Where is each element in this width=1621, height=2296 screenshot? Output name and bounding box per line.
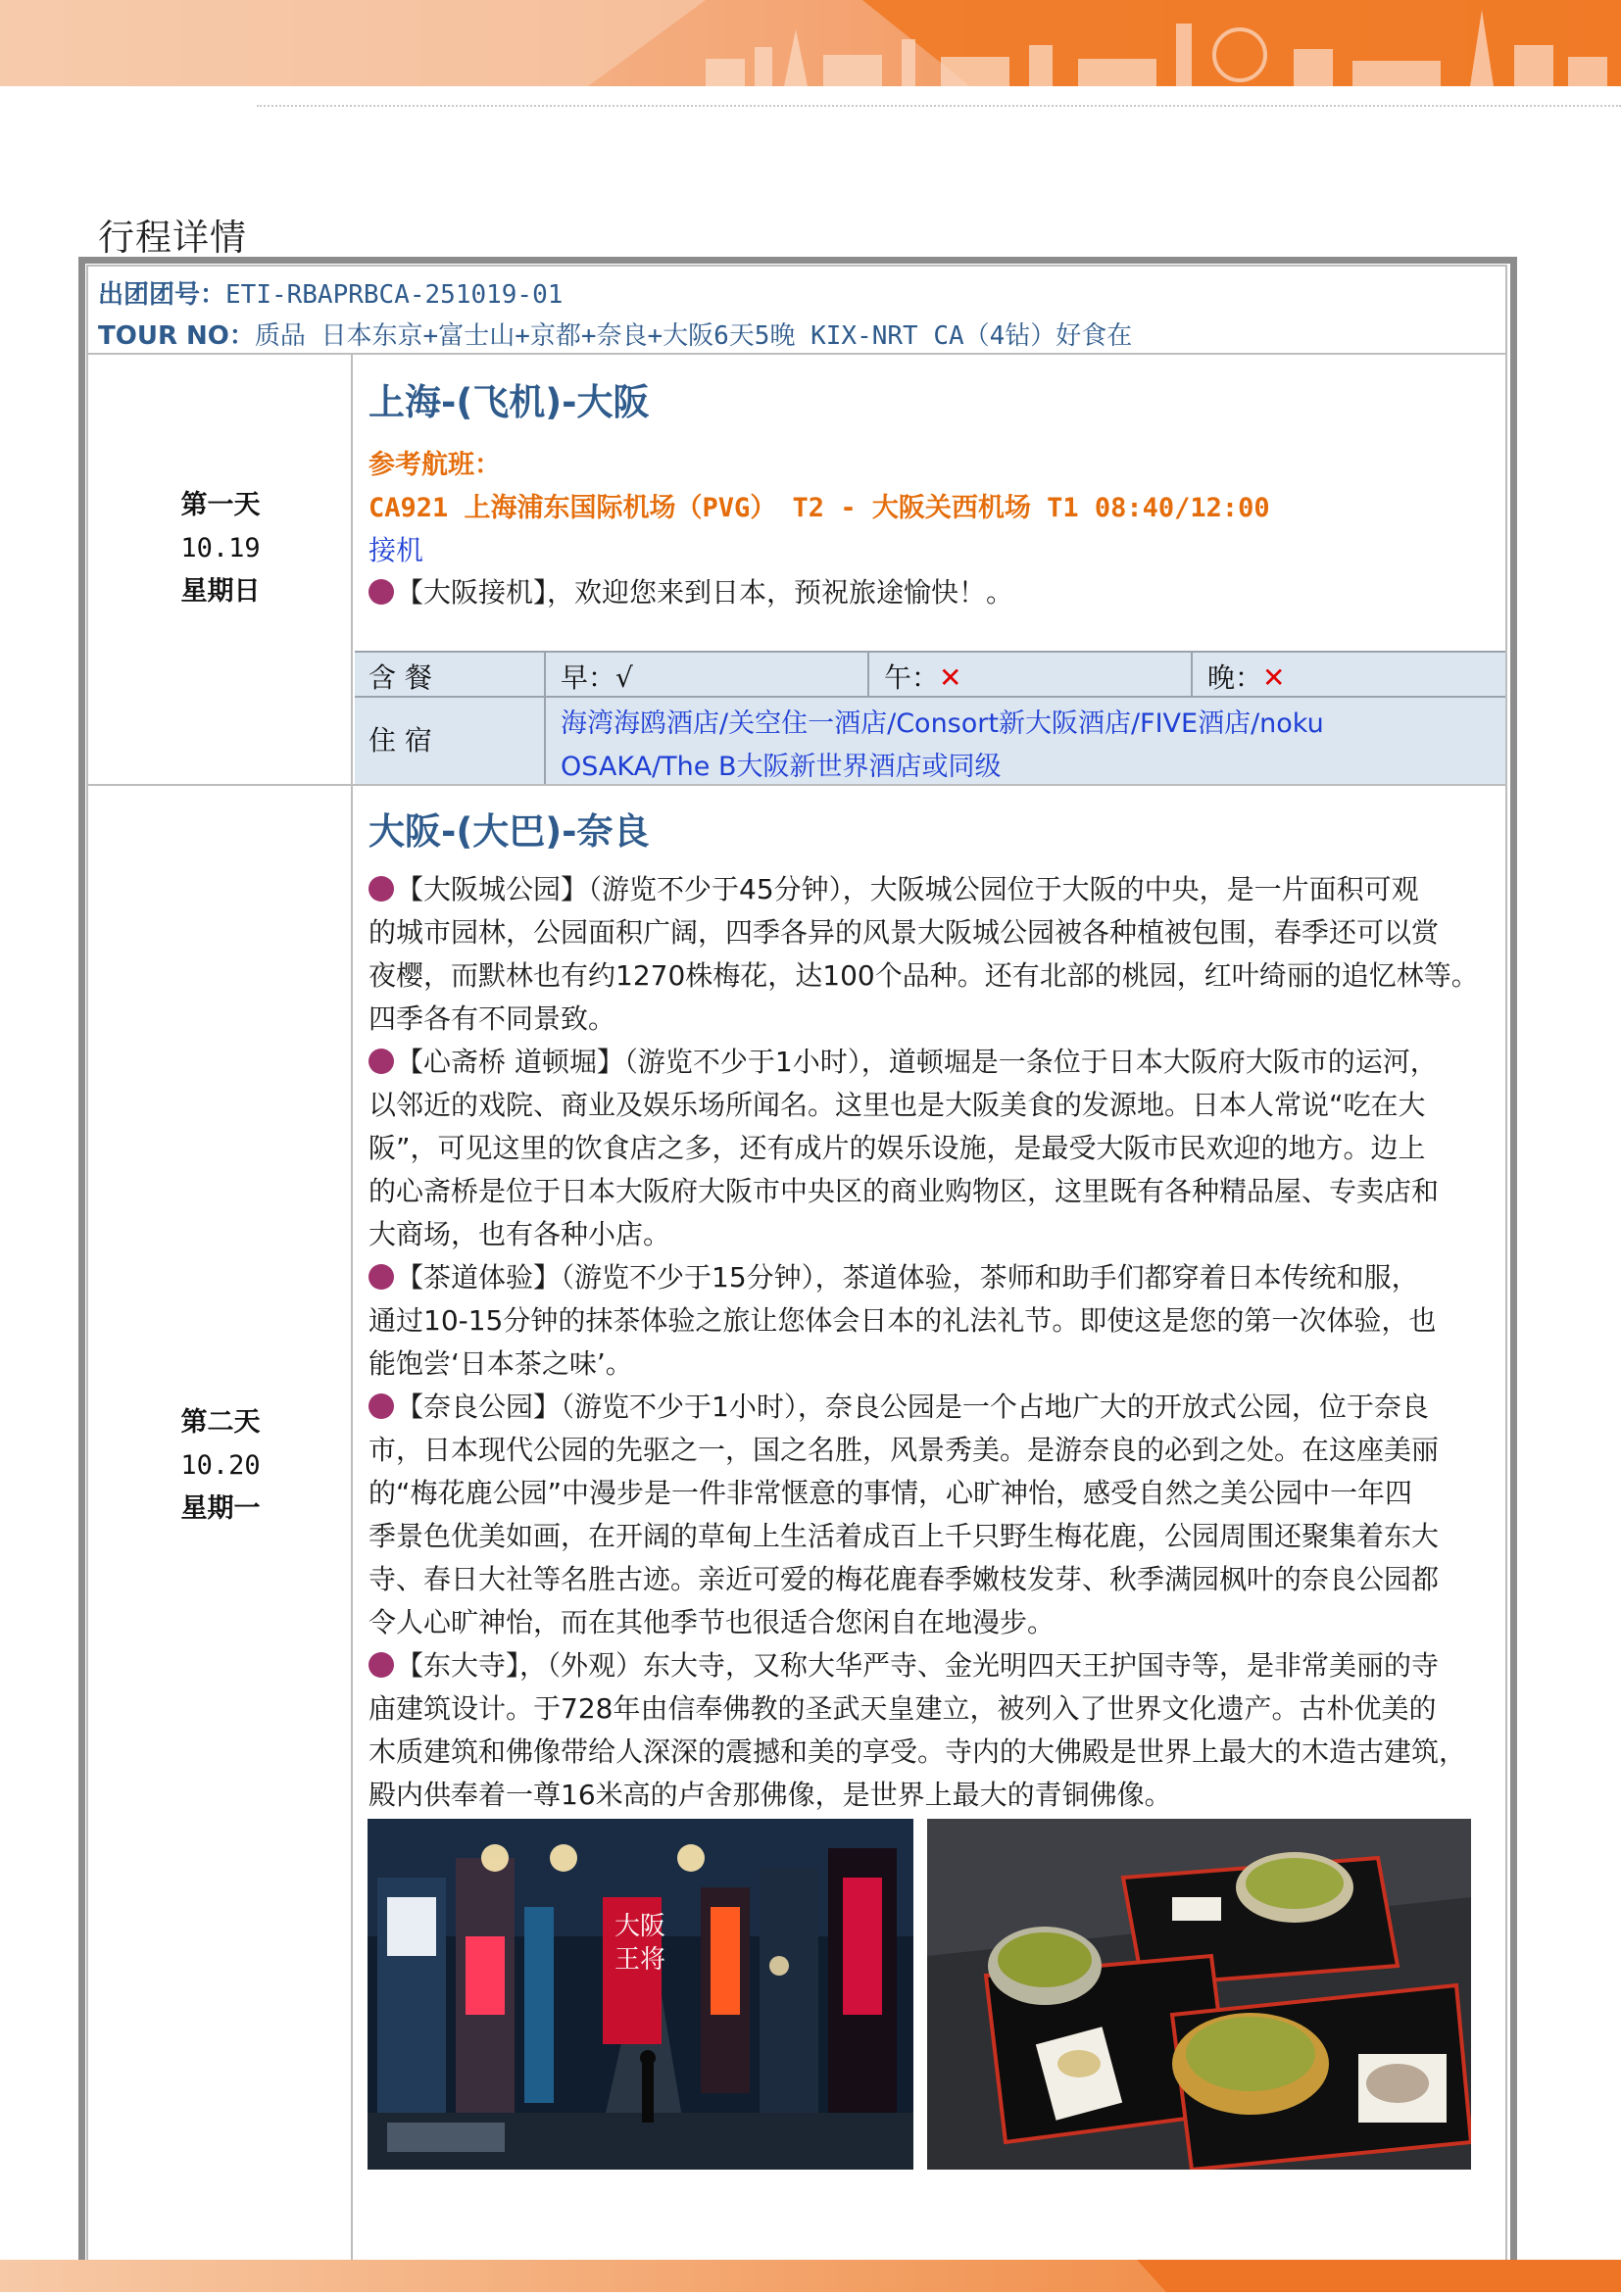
day2-day: 第二天 [180,1407,261,1438]
photo-sign-osaka-osho: 大阪 [614,1912,666,1941]
hotel-label: 住 宿 [368,724,432,757]
cross-icon: ✕ [1262,661,1286,694]
desc-line: 季景色优美如画，在开阔的草甸上生活着成百上千只野生梅花鹿，公园周围还聚集着东大 [368,1520,1440,1552]
tour-name-line [98,316,1132,352]
desc-line: 庙建筑设计。于728年由信奉佛教的圣武天皇建立，被列入了世界文化遗产。古朴优美的 [368,1692,1437,1725]
day2-weekday: 星期一 [180,1493,261,1524]
day1-activity: 【大阪接机】，欢迎您来到日本，预祝旅途愉快！。 [368,571,1013,611]
desc-line: 【东大寺】，（外观）东大寺，又称大华严寺、金光明四天王护国寺等，是非常美丽的寺 [368,1644,1505,1687]
group-number-value: ETI-RBAPRBCA-251019-01 [225,280,564,310]
tour-header [88,267,1505,355]
desc-line: 【心斋桥 道顿堀】（游览不少于1小时），道顿堀是一条位于日本大阪府大阪市的运河， [368,1041,1505,1084]
desc-line: 木质建筑和佛像带给人深深的震撼和美的享受。寺内的大佛殿是世界上最大的木造古建筑， [368,1735,1467,1768]
day1-day: 第一天 [180,490,261,520]
desc-line: 阪”，可见这里的饮食店之多，还有成片的娱乐设施，是最受大阪市民欢迎的地方。边上 [368,1132,1426,1164]
lunch: 午：✕ [884,661,962,694]
matcha-tea-photo [927,1819,1471,2170]
desc-line: 以邻近的戏院、商业及娱乐场所闻名。这里也是大阪美食的发源地。日本人常说“吃在大 [368,1089,1426,1121]
bullet-dot-icon [368,876,394,902]
desc-line: 寺、春日大社等名胜古迹。亲近可爱的梅花鹿春季嫩枝发芽、秋季满园枫叶的奈良公园都 [368,1563,1440,1595]
dotonbori-photo [368,1819,913,2170]
desc-line: 殿内供奉着一尊16米高的卢舍那佛像，是世界上最大的青铜佛像。 [368,1779,1172,1811]
desc-line: 【茶道体验】（游览不少于15分钟），茶道体验，茶师和助手们都穿着日本传统和服， [368,1256,1505,1299]
desc-line: 的心斋桥是位于日本大阪府大阪市中央区的商业购物区，这里既有各种精品屋、专卖店和 [368,1175,1440,1207]
desc-line: 四季各有不同景致。 [368,1002,616,1035]
desc-line: 的“梅花鹿公园”中漫步是一件非常惬意的事情，心旷神怡，感受自然之美公园中一年四 [368,1477,1413,1509]
desc-line: 的城市园林，公园面积广阔，四季各异的风景大阪城公园被各种植被包围，春季还可以赏 [368,916,1440,949]
pickup-label: 接机 [368,534,424,566]
desc-line: 令人心旷神怡，而在其他季节也很适合您闲自在地漫步。 [368,1606,1056,1638]
hotel-line-2: OSAKA/The B大阪新世界酒店或同级 [561,752,1002,782]
group-number-label: 出团团号： [98,280,226,310]
desc-line: 【大阪城公园】（游览不少于45分钟），大阪城公园位于大阪的中央，是一片面积可观 [368,868,1505,911]
day2-date: 10.20 [180,1450,261,1481]
desc-line: 【奈良公园】（游览不少于1小时），奈良公园是一个占地广大的开放式公园，位于奈良 [368,1386,1505,1429]
desc-line: 能饱尝‘日本茶之味’。 [368,1347,633,1380]
flight-info: CA921 上海浦东国际机场（PVG） T2 - 大阪关西机场 T1 08:40/12:00 [368,493,1270,523]
tour-name-label: TOUR NO： [98,321,255,351]
breakfast: 早：√ [561,661,633,694]
section-title: 行程详情 [98,217,247,259]
header-dotted-rule [257,105,1621,107]
header-banner [0,0,1621,86]
footer-banner [0,2260,1621,2292]
desc-line: 夜樱，而默林也有约1270株梅花，达100个品种。还有北部的桃园，红叶绮丽的追忆林等。 [368,959,1479,992]
hotel-line-1: 海湾海鸥酒店/关空住一酒店/Consort新大阪酒店/FIVE酒店/noku [561,708,1324,739]
flight-label: 参考航班： [368,450,501,480]
desc-line: 市，日本现代公园的先驱之一，国之名胜，风景秀美。是游奈良的必到之处。在这座美丽 [368,1434,1440,1466]
day1-route: 上海-(飞机)-大阪 [368,381,650,423]
bullet-dot-icon [368,579,394,605]
day1-date: 10.19 [180,533,261,563]
bullet-dot-icon [368,1049,394,1074]
desc-line: 通过10-15分钟的抹茶体验之旅让您体会日本的礼法礼节。即使这是您的第一次体验，也 [368,1304,1437,1337]
bullet-dot-icon [368,1652,394,1678]
dinner: 晚：✕ [1207,661,1286,694]
day1-weekday: 星期日 [180,576,261,607]
group-number-line [98,274,563,311]
desc-line: 大商场，也有各种小店。 [368,1218,671,1250]
bullet-dot-icon [368,1264,394,1290]
cross-icon: ✕ [939,661,962,694]
meals-label: 含 餐 [368,661,432,694]
day1-label-cell [88,355,353,784]
bullet-dot-icon [368,1393,394,1419]
svg-text:王将: 王将 [614,1945,666,1975]
day2-route: 大阪-(大巴)-奈良 [368,810,650,853]
day2-label-cell [88,786,353,2260]
tour-name-value: 质品 日本东京+富士山+京都+奈良+大阪6天5晚 KIX-NRT CA（4钻）好食在 [254,321,1133,351]
day2-description [368,868,1505,1817]
